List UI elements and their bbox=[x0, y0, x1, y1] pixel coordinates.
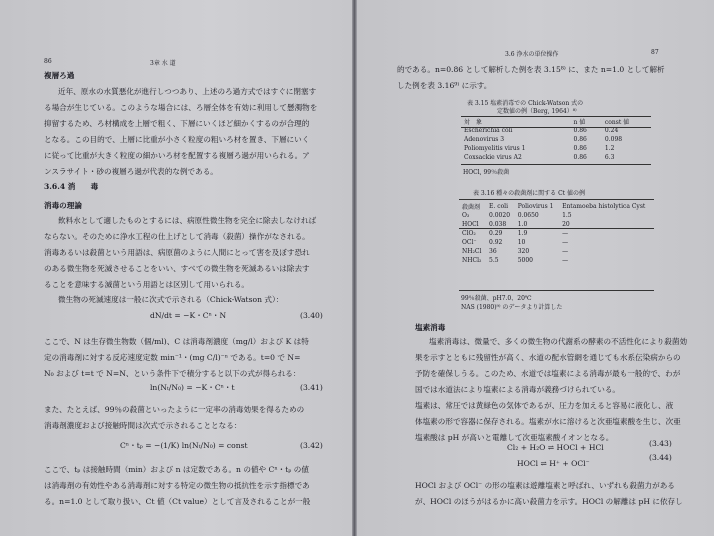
table-3-15 bbox=[461, 117, 651, 162]
table-header-row bbox=[461, 117, 651, 126]
text-line: 予防を確保しうる。このため、水道では塩素による消毒が最も一般的で、わが bbox=[415, 369, 681, 378]
text-line: 体塩素の形で容器に保存される。塩素が水に溶けると次亜塩素酸を生じ、次亜 bbox=[415, 417, 681, 426]
table-cell: — bbox=[562, 239, 569, 246]
table-3-15-footnote: HOCl, 99％殺菌 bbox=[463, 169, 510, 176]
paragraph-disinfection bbox=[44, 213, 316, 293]
paragraph-chlorine bbox=[415, 334, 687, 446]
text-line: ここで、tₚ は接触時間（min）および n は定数である。n の値や Cⁿ・tₚ の値 bbox=[44, 465, 309, 474]
table-cell: 0.92 bbox=[489, 239, 503, 246]
table-cell: Poliomyelitis virus 1 bbox=[464, 145, 526, 152]
text-line: 消毒剤濃度および接触時間は次式で示されることとなる： bbox=[44, 421, 242, 430]
equation-number-3-40: (3.40) bbox=[300, 311, 323, 320]
table-cell: — bbox=[562, 248, 569, 255]
paragraph-contact-time bbox=[44, 462, 310, 510]
left-running-head: 3章 水 道 bbox=[150, 60, 176, 67]
table-cell: Adenovirus 3 bbox=[464, 136, 505, 143]
table-3-16 bbox=[459, 202, 654, 265]
left-page-number: 86 bbox=[44, 58, 52, 65]
table-cell: O₃ bbox=[462, 212, 470, 219]
table-row bbox=[459, 247, 654, 256]
table-cell: 320 bbox=[517, 248, 530, 255]
table-cell: OCl⁻ bbox=[462, 239, 477, 246]
table-cell: 0.24 bbox=[604, 127, 619, 134]
text-line: が、HOCl のほうがはるかに高い殺菌力を示す。HOCl の解離は pH に依存し bbox=[415, 497, 683, 506]
table-cell: 0.86 bbox=[573, 154, 587, 161]
text-line: ることを意味する滅菌という用語とは区別して用いられる。 bbox=[44, 280, 250, 289]
table-row bbox=[459, 256, 654, 265]
table-cell: 0.86 bbox=[573, 145, 587, 152]
text-line: 塩素消毒は、微量で、多くの微生物の代謝系の酵素の不活性化により殺菌効 bbox=[429, 337, 688, 346]
text-line: ンスラサイト・砂の複層ろ過が代表的な例である。 bbox=[44, 167, 218, 176]
table-cell: 20 bbox=[562, 221, 570, 228]
text-line: る。n=1.0 として取り扱い、Ct 値（Ct value）として言及されることが一般 bbox=[44, 497, 311, 506]
table-cell: NHCl₂ bbox=[462, 257, 482, 264]
table-3-16-header-rule bbox=[459, 228, 654, 229]
text-line: ここで、N は生存微生物数（個/ml)、C は消毒剤濃度（mg/l）および K は特 bbox=[44, 337, 309, 346]
text-line: 近年、原水の水質悪化が進行しつつあり、上述のろ過方式ではすぐに閉塞す bbox=[58, 87, 317, 96]
table-cell: 1.2 bbox=[604, 145, 615, 152]
table-row bbox=[459, 229, 654, 238]
table-cell: — bbox=[562, 230, 569, 237]
text-line: 塩素酸は pH が高いと電離して次亜塩素酸イオンとなる。 bbox=[415, 433, 614, 442]
text-line: 抑留するため、ろ材構成を上層で粗く、下層にいくほど細かくするのが合理的 bbox=[44, 119, 310, 128]
text-line: ならない。そのために浄水工程の仕上げとして消毒（殺菌）操作がなされる。 bbox=[44, 232, 310, 241]
text-line: 飲料水として適したものとするには、病原性微生物を完全に除去しなければ bbox=[58, 216, 317, 225]
table-cell: 0.0020 bbox=[489, 212, 511, 219]
table-cell: — bbox=[562, 257, 569, 264]
text-line: 国では水道法により塩素による消毒が義務づけられている。 bbox=[415, 385, 621, 394]
table-cell: ClO₂ bbox=[462, 230, 476, 237]
text-line: 定の消毒剤に対する反応速度定数 min⁻¹・(mg C/l)⁻ⁿ である。t=0 で N= bbox=[44, 353, 301, 362]
table-cell: Coxsackie virus A2 bbox=[464, 154, 522, 161]
text-line: に従って比重が大きく粒度の細かいろ材を配置する複層ろ過が用いられる。ア bbox=[44, 151, 310, 160]
table-header-cell: 対 象 bbox=[464, 119, 483, 126]
table-row bbox=[459, 238, 654, 247]
left-page bbox=[0, 0, 352, 536]
table-cell: NH₂Cl bbox=[462, 248, 482, 255]
equation-3-44: HOCl ⇌ H⁺ + OCl⁻ bbox=[517, 459, 590, 468]
equation-number-3-42: (3.42) bbox=[300, 441, 323, 450]
text-line: HOCl および OCl⁻ の形の塩素は遊離塩素と呼ばれ、いずれも殺菌力がある bbox=[415, 481, 675, 490]
equation-3-43: Cl₂ + H₂O ⇌ HOCl + HCl bbox=[507, 443, 604, 452]
table-3-15-caption-2: 定数値の例（Berg, 1964）⁸⁾ bbox=[497, 108, 577, 115]
table-row bbox=[461, 153, 651, 162]
table-cell: 10 bbox=[517, 239, 526, 246]
text-line: した例を表 3.16⁹⁾ に示す。 bbox=[397, 81, 492, 90]
table-cell: 5.5 bbox=[489, 257, 499, 264]
table-cell: 1.9 bbox=[517, 230, 528, 237]
table-cell: 0.038 bbox=[489, 221, 507, 228]
heading-chlorine-disinfection: 塩素消毒 bbox=[415, 323, 446, 332]
paragraph-chick-watson-intro: 微生物の死滅速度は一般に次式で示される（Chick-Watson 式）： bbox=[58, 295, 284, 304]
table-row bbox=[461, 135, 651, 144]
table-header-cell: 殺菌剤 bbox=[462, 204, 481, 211]
equation-number-3-43: (3.43) bbox=[649, 439, 672, 448]
subheading-disinfection-theory: 消毒の理論 bbox=[44, 201, 82, 210]
text-line: 塩素は、常圧では黄緑色の気体であるが、圧力を加えると容易に液化し、液 bbox=[415, 401, 674, 410]
right-page bbox=[357, 0, 714, 536]
equation-number-3-41: (3.41) bbox=[300, 383, 323, 392]
paragraph-table-reference bbox=[397, 62, 665, 94]
table-3-16-top-rule bbox=[459, 199, 654, 200]
table-header-cell: Poliovirus 1 bbox=[517, 203, 554, 210]
table-header-cell: const 値 bbox=[604, 119, 630, 126]
table-3-15-header-rule bbox=[461, 127, 651, 128]
table-3-16-footnote-1: 99％殺菌、pH7.0、20℃ bbox=[461, 295, 532, 302]
text-line: となる。この目的で、上層に比重が小さく粒度の粗いろ材を置き、下層にいく bbox=[44, 135, 310, 144]
table-cell: 1.0 bbox=[517, 221, 528, 228]
table-cell: HOCl bbox=[462, 221, 479, 228]
table-cell: 0.29 bbox=[489, 230, 503, 237]
text-line: 果を示すとともに残留性が高く、水道の配水管網を通じても水系伝染病からの bbox=[415, 353, 681, 362]
equation-3-42: Cⁿ・tₚ = −(1/K) ln(Nₜ/N₀) = const bbox=[120, 441, 248, 450]
table-cell: 0.86 bbox=[573, 136, 587, 143]
table-3-15-caption: 表 3.15 塩素消毒での Chick-Watson 式の bbox=[467, 100, 584, 107]
paragraph-free-chlorine bbox=[415, 478, 683, 510]
text-line: は消毒剤の有効性やある消毒剤に対する特定の微生物の抵抗性を示す指標であ bbox=[44, 481, 310, 490]
paragraph-variables bbox=[44, 334, 309, 382]
paragraph-filtration bbox=[44, 84, 317, 180]
section-heading-disinfection: 3.6.4 消 毒 bbox=[44, 182, 99, 191]
table-cell: 36 bbox=[489, 248, 497, 255]
text-line: 的である。n=0.86 として解析した例を表 3.15⁸⁾ に、また n=1.0 として解析 bbox=[397, 65, 665, 74]
text-line: N₀ および t=t で N=N、という条件下で積分すると以下の式が得られる： bbox=[44, 369, 301, 378]
table-3-16-footnote-2: NAS (1980)⁹⁾ のデータより計算した bbox=[461, 304, 563, 311]
text-line: のある微生物を死滅させることをいい、すべての微生物を死滅あるいは除去す bbox=[44, 264, 310, 273]
heading-multilayer-filtration: 複層ろ過 bbox=[44, 71, 75, 80]
table-header-cell: n 値 bbox=[573, 119, 586, 126]
table-cell: 0.098 bbox=[604, 136, 623, 143]
table-cell: 5000 bbox=[517, 257, 533, 264]
table-cell: 0.0650 bbox=[517, 212, 539, 219]
equation-3-41: ln(Nₜ/N₀) = −K・Cⁿ・t bbox=[150, 383, 235, 392]
text-line: 消毒あるいは殺菌という用語は、病原菌のように人間にとって害を及ぼす恐れ bbox=[44, 248, 310, 257]
right-page-number: 87 bbox=[651, 49, 659, 56]
table-3-16-caption: 表 3.16 種々の殺菌剤に関する Ct 値の例 bbox=[473, 190, 585, 197]
table-header-cell: E. coli bbox=[489, 203, 509, 210]
right-running-head: 3.6 浄水の単位操作 bbox=[505, 51, 559, 58]
table-row bbox=[459, 211, 654, 220]
equation-3-40: dN/dt = −K・Cⁿ・N bbox=[150, 311, 227, 320]
text-line: る場合が生じている。このような場合には、ろ層全体を有効に利用して懸濁物を bbox=[44, 103, 318, 112]
table-3-16-bottom-rule bbox=[459, 290, 654, 291]
table-3-15-bottom-rule bbox=[461, 164, 651, 165]
table-header-cell: Entamoeba histolytica Cyst bbox=[562, 203, 646, 210]
table-cell: 0.86 bbox=[573, 127, 587, 134]
table-cell: 1.5 bbox=[562, 212, 572, 219]
text-line: また、たとえば、99％の殺菌といったように一定率の消毒効果を得るための bbox=[44, 405, 305, 414]
equation-number-3-44: (3.44) bbox=[649, 453, 672, 462]
paragraph-ct-intro bbox=[44, 402, 304, 434]
table-cell: Escherichia coli bbox=[464, 127, 513, 134]
table-row bbox=[461, 144, 651, 153]
table-header-row bbox=[459, 202, 654, 211]
table-cell: 6.3 bbox=[604, 154, 615, 161]
